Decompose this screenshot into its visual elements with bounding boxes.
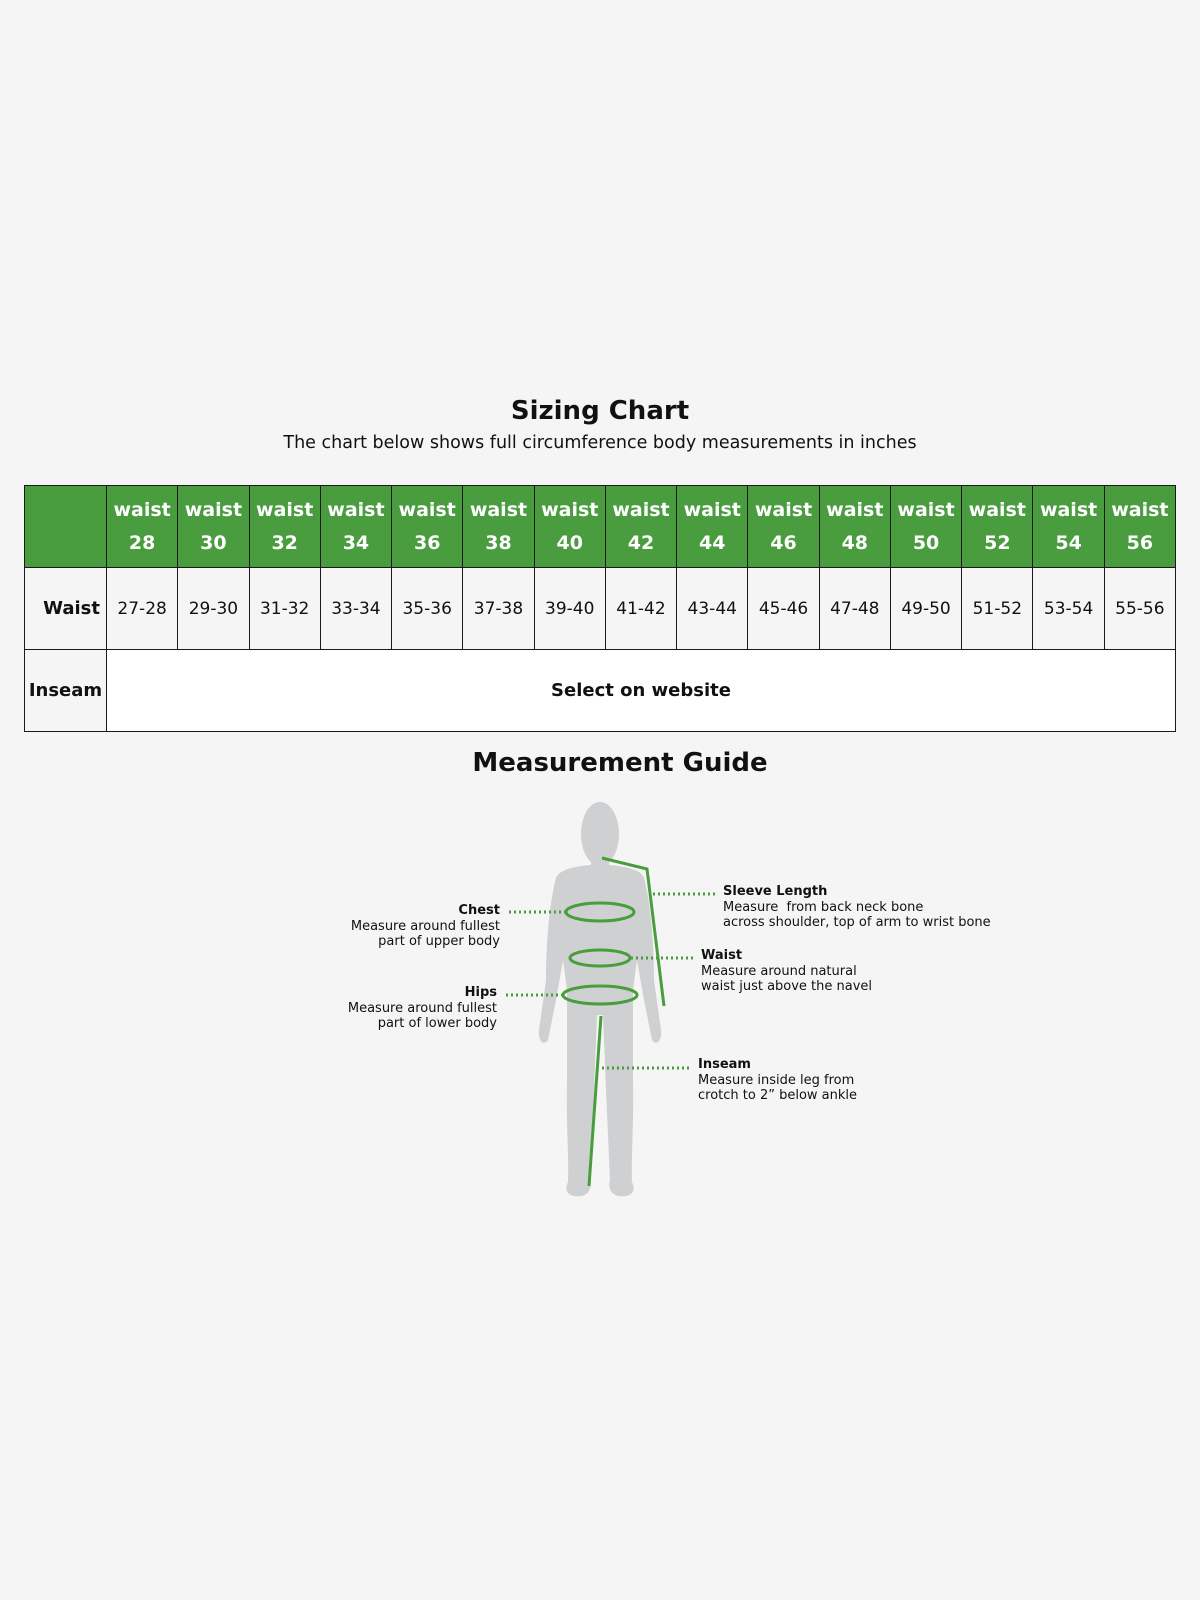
size-header: waist 42 <box>605 486 676 568</box>
waist-value-cell: 49-50 <box>890 568 961 650</box>
inseam-select-note: Select on website <box>107 650 1176 732</box>
chest-desc-line1: Measure around fullest <box>350 918 500 934</box>
sleeve-title: Sleeve Length <box>723 884 828 899</box>
size-header: waist 34 <box>320 486 391 568</box>
waist-value-cell: 39-40 <box>534 568 605 650</box>
size-header: waist 54 <box>1033 486 1104 568</box>
size-header: waist 30 <box>178 486 249 568</box>
measurement-guide-title: Measurement Guide <box>472 748 768 778</box>
size-header: waist 38 <box>463 486 534 568</box>
sizing-table <box>24 485 1176 732</box>
waist-row <box>25 568 1176 650</box>
table-corner-cell <box>25 486 107 568</box>
hips-desc-line2: part of lower body <box>377 1016 497 1031</box>
table-header-row <box>25 486 1176 568</box>
waist-value-cell: 53-54 <box>1033 568 1104 650</box>
page-title: Sizing Chart <box>510 396 690 426</box>
waist-row-label: Waist <box>25 568 107 650</box>
size-header: waist 36 <box>392 486 463 568</box>
waist-value-cell: 33-34 <box>320 568 391 650</box>
waist-annotation <box>701 948 872 995</box>
waist-value-cell: 27-28 <box>107 568 178 650</box>
sleeve-annotation <box>723 884 991 931</box>
waist-value-cell: 35-36 <box>392 568 463 650</box>
waist-value-cell: 31-32 <box>249 568 320 650</box>
size-header: waist 44 <box>677 486 748 568</box>
sleeve-desc-line1: Measure from back neck bone <box>723 899 924 915</box>
waist-desc-line1: Measure around natural <box>701 963 857 979</box>
size-header: waist 52 <box>962 486 1033 568</box>
size-header: waist 50 <box>890 486 961 568</box>
hips-desc-line1: Measure around fullest <box>347 1000 497 1016</box>
waist-value-cell: 41-42 <box>605 568 676 650</box>
waist-value-cell: 55-56 <box>1104 568 1175 650</box>
waist-value-cell: 47-48 <box>819 568 890 650</box>
inseam-title: Inseam <box>698 1057 751 1072</box>
chest-desc-line2: part of upper body <box>378 934 500 949</box>
waist-title: Waist <box>701 948 743 963</box>
waist-value-cell: 51-52 <box>962 568 1033 650</box>
inseam-annotation <box>698 1057 857 1104</box>
inseam-desc-line2: crotch to 2” below ankle <box>698 1088 858 1103</box>
size-header: waist 48 <box>819 486 890 568</box>
size-header: waist 28 <box>107 486 178 568</box>
hips-annotation <box>348 985 497 1032</box>
size-header: waist 40 <box>534 486 605 568</box>
waist-value-cell: 43-44 <box>677 568 748 650</box>
size-header: waist 32 <box>249 486 320 568</box>
hips-title: Hips <box>464 985 497 1000</box>
size-header: waist 56 <box>1104 486 1175 568</box>
inseam-row-label: Inseam <box>25 650 107 732</box>
sleeve-desc-line2: across shoulder, top of arm to wrist bone <box>723 915 991 930</box>
waist-desc-line2: waist just above the navel <box>701 979 873 994</box>
inseam-row <box>25 650 1176 732</box>
page-subtitle: The chart below shows full circumference body measurements in inches <box>283 433 917 453</box>
body-silhouette-diagram <box>0 780 1200 1210</box>
body-silhouette <box>539 802 661 1196</box>
inseam-desc-line1: Measure inside leg from <box>698 1072 855 1088</box>
waist-value-cell: 45-46 <box>748 568 819 650</box>
chest-title: Chest <box>458 903 500 918</box>
chest-annotation <box>351 903 500 950</box>
waist-value-cell: 37-38 <box>463 568 534 650</box>
size-header: waist 46 <box>748 486 819 568</box>
waist-value-cell: 29-30 <box>178 568 249 650</box>
